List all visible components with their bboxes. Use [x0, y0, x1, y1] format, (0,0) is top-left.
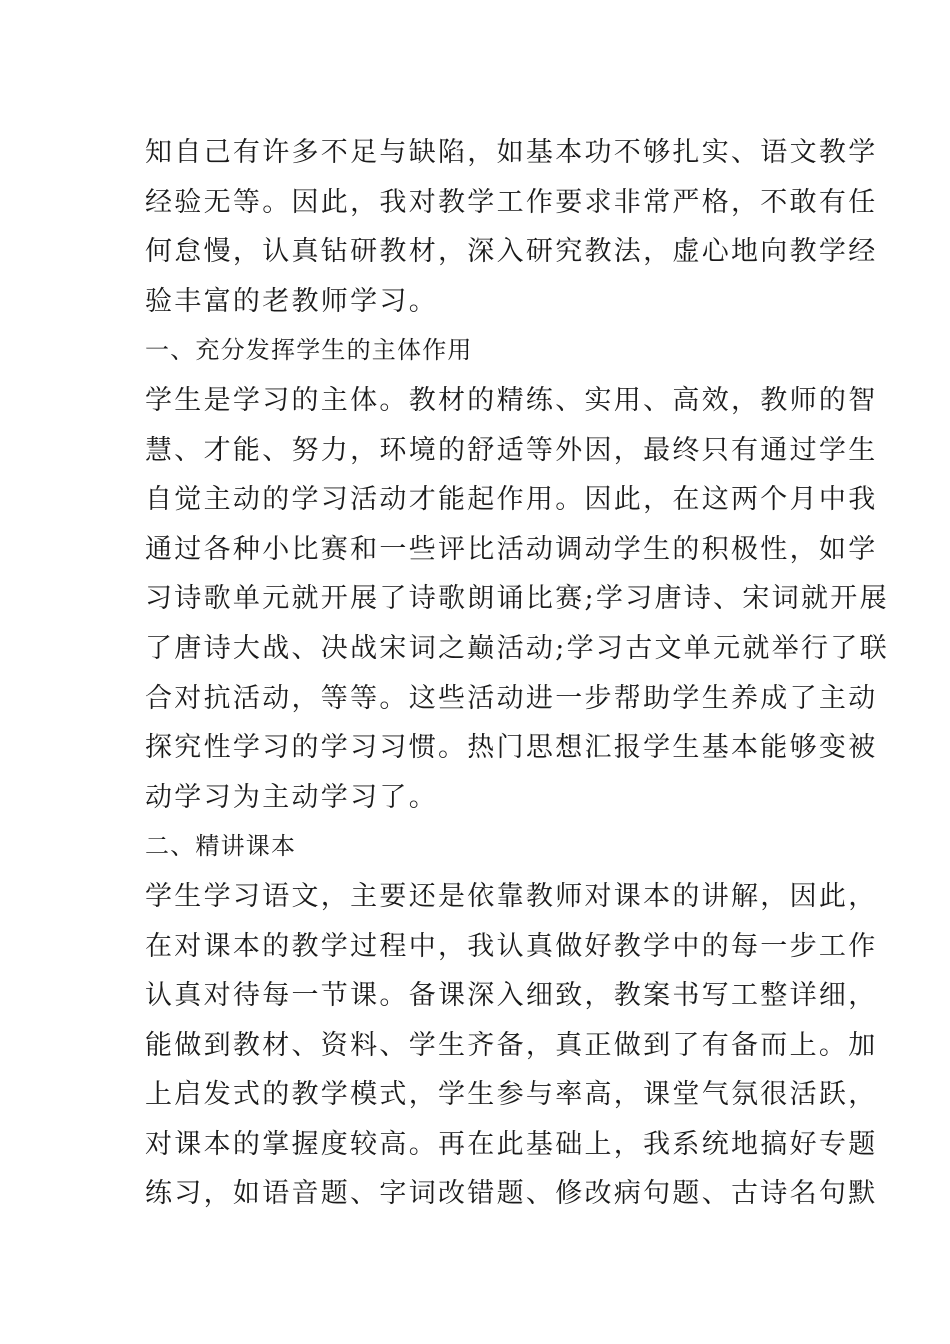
paragraph-line: 了唐诗大战、决战宋词之巅活动;学习古文单元就举行了联: [145, 632, 889, 664]
paragraph-line: 经验无等。因此，我对教学工作要求非常严格，不敢有任: [145, 186, 878, 218]
paragraph-line: 学生学习语文，主要还是依靠教师对课本的讲解，因此，: [145, 880, 878, 912]
paragraph-line: 知自己有许多不足与缺陷，如基本功不够扎实、语文教学: [145, 137, 878, 168]
paragraph-line: 能做到教材、资料、学生齐备，真正做到了有备而上。加: [145, 1029, 878, 1061]
paragraph-line: 上启发式的教学模式，学生参与率高，课堂气氛很活跃，: [145, 1079, 878, 1111]
paragraph-line: 动学习为主动学习了。: [145, 781, 438, 813]
paragraph-line: 在对课本的教学过程中，我认真做好教学中的每一步工作: [145, 930, 878, 962]
paragraph-line: 练习，如语音题、字词改错题、修改病句题、古诗名句默: [145, 1178, 878, 1210]
paragraph-line: 学生是学习的主体。教材的精练、实用、高效，教师的智: [145, 384, 878, 416]
section-heading: 二、精讲课本: [145, 832, 297, 861]
document-body: [145, 128, 889, 1219]
paragraph-line: 探究性学习的学习习惯。热门思想汇报学生基本能够变被: [145, 732, 878, 764]
section-heading: 一、充分发挥学生的主体作用: [145, 336, 473, 365]
paragraph-line: 合对抗活动，等等。这些活动进一步帮助学生养成了主动: [145, 682, 878, 714]
paragraph-line: 验丰富的老教师学习。: [145, 285, 438, 317]
paragraph-line: 慧、才能、努力，环境的舒适等外因，最终只有通过学生: [145, 434, 878, 466]
paragraph-line: 通过各种小比赛和一些评比活动调动学生的积极性，如学: [145, 533, 878, 565]
paragraph-line: 习诗歌单元就开展了诗歌朗诵比赛;学习唐诗、宋词就开展: [145, 583, 889, 615]
paragraph-line: 自觉主动的学习活动才能起作用。因此，在这两个月中我: [145, 484, 878, 516]
paragraph-line: 认真对待每一节课。备课深入细致，教案书写工整详细，: [145, 980, 878, 1012]
paragraph-line: 何怠慢，认真钻研教材，深入研究教法，虚心地向教学经: [145, 236, 878, 268]
paragraph-line: 对课本的掌握度较高。再在此基础上，我系统地搞好专题: [145, 1128, 878, 1160]
